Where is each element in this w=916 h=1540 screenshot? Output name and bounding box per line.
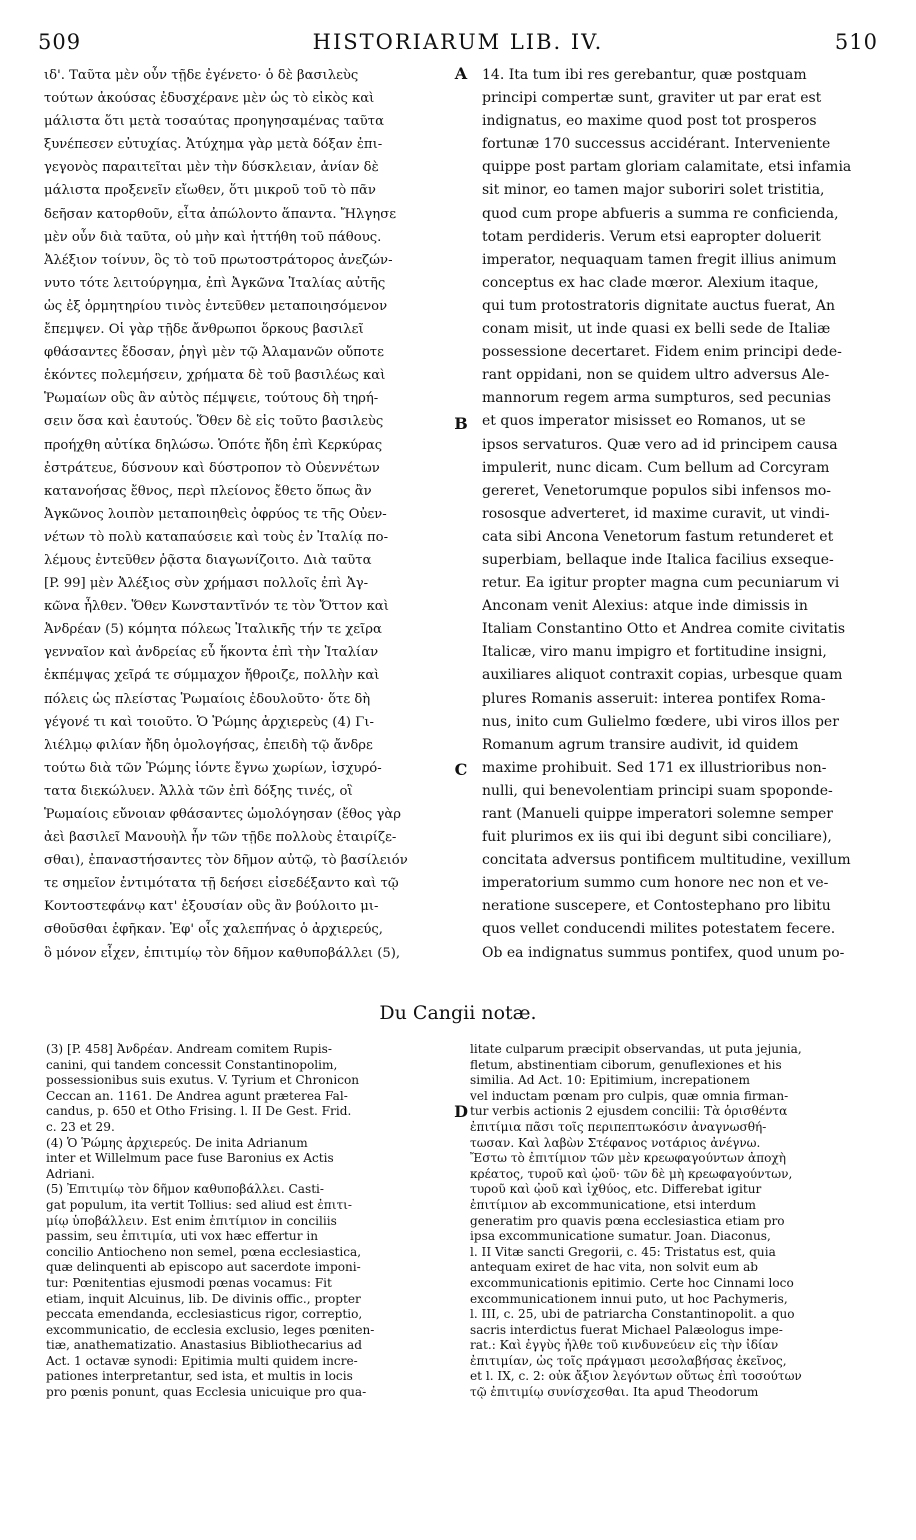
latin-text-line: conam misit, ut inde quasi ex belli sede de Italiæ — [482, 321, 831, 338]
greek-text-line: ἐκπέμψας χεῖρά τε σύμμαχον ἤθροιζε, πολλὴν καὶ — [44, 668, 380, 684]
note-line: excommunicationis epitimio. Certe hoc Cinnami loco — [470, 1275, 794, 1290]
greek-text-line: γεγονὸς παραιτεῖται μὲν τὴν δύσκλειαν, ἀνίαν δὲ — [44, 160, 379, 176]
margin-letter-a: A — [454, 64, 468, 83]
note-line: μίῳ ὑποβάλλειν. Est enim ἐπιτίμιον in conciliis — [46, 1213, 337, 1228]
greek-text-line: Κοντοστεφάνῳ κατ' ἐξουσίαν οὓς ἂν βούλοιτο μι- — [44, 899, 379, 915]
note-line: Ceccan an. 1161. De Andrea agunt præterea Fal- — [46, 1088, 348, 1103]
greek-text-line: ἀεὶ βασιλεῖ Μανουὴλ ἦν τῶν τῇδε πολλοὺς ἑταιρίζε- — [44, 830, 397, 846]
latin-text-line: concitata adversus pontificem multitudine, vexillum — [482, 852, 851, 869]
note-line: fletum, abstinentiam ciborum, genuflexiones et his — [470, 1057, 782, 1072]
note-line: τυροῦ καὶ ᾠοῦ καὶ ἰχθύος, etc. Differebat igitur — [470, 1182, 762, 1197]
latin-text-line: fortunæ 170 successus accidérant. Interveniente — [482, 136, 831, 153]
latin-text-line: principi compertæ sunt, graviter ut par erat est — [482, 90, 822, 107]
latin-text-line: superbiam, bellaque inde Italica facilius exseque- — [482, 551, 834, 568]
latin-text-line: impulerit, nunc dicam. Cum bellum ad Corcyram — [482, 459, 830, 476]
greek-text-line: πόλεις ὡς πλείστας Ῥωμαίοις ἐδουλοῦτο· ὅτε δὴ — [44, 691, 371, 707]
latin-text-line: fuit plurimos ex iis qui ibi degunt sibi conciliare), — [482, 829, 832, 846]
greek-text-line: Ῥωμαίοις εὔνοιαν φθάσαντες ὡμολόγησαν (ἔθος γὰρ — [44, 807, 401, 822]
note-line: generatim pro quavis pœna ecclesiastica etiam pro — [470, 1213, 785, 1228]
page-number-right: 510 — [834, 30, 878, 54]
margin-letter-d: D — [454, 1102, 468, 1121]
greek-text-line: Ἀγκῶνος λοιπὸν μεταποιηθεὶς ὀφρύος τε τῆς Οὐεν- — [44, 506, 387, 522]
notes-left-column — [46, 1042, 450, 1510]
running-header — [38, 30, 878, 58]
note-line: tur verbis actionis 2 ejusdem concilii: Τὰ ὁρισθέντα — [470, 1104, 788, 1119]
greek-text-line: κατανοήσας ἔθνος, περὶ πλείονος ἔθετο ὅπως ἂν — [44, 483, 372, 499]
note-line: passim, seu ἐπιτιμία, uti vox hæc effertur in — [46, 1229, 318, 1244]
latin-text-line: conceptus ex hac clade mœror. Alexium itaque, — [482, 274, 819, 291]
note-line: κρέατος, τυροῦ καὶ ᾠοῦ· τῶν δὲ μὴ κρεωφαγούντων, — [470, 1166, 793, 1181]
greek-text-line: σειν ὅσα καὶ ἑαυτούς. Ὅθεν δὲ εἰς τοῦτο βασιλεὺς — [44, 414, 384, 430]
latin-text-line: totam perdideris. Verum etsi eapropter doluerit — [482, 228, 821, 245]
note-line: sacris interdictus fuerat Michael Palæologus impe- — [470, 1322, 783, 1337]
note-line: etiam, inquit Alcuinus, lib. De divinis offic., propter — [46, 1291, 361, 1306]
note-line: candus, p. 650 et Otho Frising. l. II De Gest. Frid. — [46, 1104, 352, 1119]
latin-text-line: possessione decertaret. Fidem enim principi dede- — [482, 344, 842, 361]
note-line: antequam exiret de hac vita, non solvit eum ab — [470, 1260, 759, 1275]
greek-text-line: νυτο τότε λειτούργημα, ἐπὶ Ἀγκῶνα Ἰταλίας αὐτῆς — [44, 275, 386, 291]
note-line: Act. 1 octavæ synodi: Epitimia multi quidem incre- — [46, 1353, 358, 1368]
note-line: excommunicationem innui puto, ut hoc Pachymeris, — [470, 1291, 788, 1306]
greek-text-line: τατα διεκώλυεν. Ἀλλὰ τῶν ἐπὶ δόξης τινές, οἳ — [44, 783, 353, 799]
greek-text-line: κῶνα ἦλθεν. Ὅθεν Κωνσταντῖνόν τε τὸν Ὄττον καὶ — [44, 599, 389, 615]
greek-text-column — [44, 64, 462, 984]
note-line: l. III, c. 25, ubi de patriarcha Constantinopolit. a quo — [470, 1307, 795, 1322]
running-title: HISTORIARUM LIB. IV. — [312, 30, 604, 54]
latin-text-line: et quos imperator misisset eo Romanos, ut se — [482, 413, 806, 430]
greek-text-line: φθάσαντες ἔδοσαν, ῥηγὶ μὲν τῷ Ἀλαμανῶν οὔποτε — [44, 345, 384, 361]
note-line: possessionibus suis exutus. V. Tyrium et Chronicon — [46, 1073, 360, 1088]
greek-text-line: νέτων τὸ πολὺ καταπαύσειε καὶ τοὺς ἐν Ἰταλίᾳ πο- — [44, 529, 389, 545]
latin-text-line: 14. Ita tum ibi res gerebantur, quæ postquam — [482, 67, 807, 83]
latin-text-line: Anconam venit Alexius: atque inde dimissis in — [482, 598, 808, 615]
latin-text-line: rant (Manueli quippe imperatori solemne semper — [482, 806, 833, 822]
note-line: quæ delinquenti ab episcopo aut sacerdote imponi- — [46, 1260, 361, 1275]
latin-text-line: ipsos servaturos. Quæ vero ad id principem causa — [482, 436, 838, 453]
latin-text-line: indignatus, eo maxime quod post tot prosperos — [482, 113, 817, 130]
margin-letter-b: B — [454, 414, 468, 433]
latin-text-line: rant oppidani, non se quidem ultro adversus Ale- — [482, 367, 830, 384]
latin-text-line: imperatorium summo cum honore nec non et ve- — [482, 875, 829, 892]
latin-text-line: neratione suscepere, et Contostephano pro libitu — [482, 898, 831, 915]
greek-text-line: προήχθη αὐτίκα δηλώσω. Ὁπότε ἤδη ἐπὶ Κερκύρας — [44, 437, 383, 453]
greek-text-line: λιέλμῳ φιλίαν ἤδη ὁμολογήσας, ἐπειδὴ τῷ ἄνδρε — [44, 737, 373, 753]
note-line: gat populum, ita vertit Tollius: sed aliud est ἐπιτι- — [46, 1197, 352, 1212]
latin-text-line: quos vellet conducendi milites potestatem fecere. — [482, 921, 836, 938]
latin-text-line: retur. Ea igitur propter magna cum pecuniarum vi — [482, 575, 840, 592]
greek-text-line: ἔπεμψεν. Οἱ γὰρ τῇδε ἄνθρωποι ὅρκους βασιλεῖ — [44, 322, 364, 338]
latin-text-line: auxiliares aliquot contraxit copias, urbesque quam — [482, 667, 843, 684]
latin-text-line: plures Romanis asseruit: interea pontifex Roma- — [482, 690, 826, 707]
note-line: l. II Vitæ sancti Gregorii, c. 45: Tristatus est, quia — [470, 1244, 776, 1259]
note-line: c. 23 et 29. — [46, 1119, 115, 1134]
note-line: inter et Willelmum pace fuse Baronius ex Actis — [46, 1151, 334, 1166]
note-line: litate culparum præcipit observandas, ut puta jejunia, — [470, 1042, 802, 1056]
greek-text-line: ὃ μόνον εἶχεν, ἐπιτιμίῳ τὸν δῆμον καθυποβάλλει (5), — [44, 945, 401, 961]
latin-text-line: quippe post partam gloriam calamitate, etsi infamia — [482, 159, 852, 176]
latin-text-line: quod cum prope abfueris a summa re conficienda, — [482, 205, 839, 222]
greek-text-line: τε σημεῖον ἐντιμότατα τῇ δεήσει εἰσεδέξαντο καὶ τῷ — [44, 876, 399, 892]
latin-text-line: nulli, qui benevolentiam principi suam spoponde- — [482, 782, 833, 799]
page-number-left: 509 — [38, 30, 82, 54]
latin-text-line: maxime prohibuit. Sed 171 ex illustrioribus non- — [482, 759, 827, 776]
note-line: τῷ ἐπιτιμίῳ συνίσχεσθαι. Ita apud Theodorum — [470, 1385, 759, 1400]
greek-text-line: [P. 99] μὲν Ἀλέξιος σὺν χρήμασι πολλοῖς ἐπὶ Ἀγ- — [44, 576, 369, 592]
greek-text-line: μὲν οὖν διὰ ταῦτα, οὐ μὴν καὶ ἡττήθη τοῦ πάθους. — [44, 229, 382, 245]
latin-text-column — [482, 64, 882, 984]
latin-text-line: Ob ea indignatus summus pontifex, quod unum po- — [482, 944, 845, 961]
greek-text-line: τούτων ἀκούσας ἐδυσχέρανε μὲν ὡς τὸ εἰκὸς καὶ — [44, 91, 375, 107]
note-line: Adriani. — [46, 1166, 95, 1181]
latin-text-line: imperator, nequaquam tamen fregit illius animum — [482, 251, 837, 268]
latin-text-line: gereret, Venetorumque populos sibi infensos mo- — [482, 482, 832, 499]
note-line: (4) Ὁ Ῥώμης ἀρχιερεύς. De inita Adrianum — [46, 1135, 308, 1150]
note-line: τωσαν. Καὶ λαβὼν Στέφανος νοτάριος ἀνέγνω. — [470, 1135, 761, 1150]
note-line: et l. IX, c. 2: οὐκ ἄξιον λεγόντων οὕτως ἐπὶ τοσούτων — [470, 1369, 802, 1384]
latin-text-line: Italiam Constantino Otto et Andrea comite civitatis — [482, 621, 846, 638]
note-line: Ἔστω τὸ ἐπιτίμιον τῶν μὲν κρεωφαγούντων ἀποχὴ — [470, 1151, 787, 1166]
latin-text-line: Romanum agrum transire audivit, id quidem — [482, 736, 799, 753]
greek-text-line: Ἀνδρέαν (5) κόμητα πόλεως Ἰταλικῆς τήν τε χεῖρα — [44, 622, 382, 638]
note-line: concilio Antiocheno non semel, pœna ecclesiastica, — [46, 1244, 362, 1259]
note-line: tur: Pœnitentias ejusmodi pœnas vocamus: Fit — [46, 1275, 332, 1290]
greek-text-line: σθαι), ἐπαναστήσαντες τὸν δῆμον αὐτῷ, τὸ βασίλειόν — [44, 853, 408, 869]
latin-text-line: Italicæ, viro manu impigro et fortitudine insigni, — [482, 644, 827, 661]
latin-text-line: nus, inito cum Gulielmo fœdere, ubi viros illos per — [482, 713, 839, 730]
greek-text-line: γέγονέ τι καὶ τοιοῦτο. Ὁ Ῥώμης ἀρχιερεὺς (4) Γι- — [44, 714, 374, 730]
greek-text-line: Ῥωμαίων οὓς ἂν αὐτὸς πέμψειε, τούτους δὴ τηρή- — [44, 391, 379, 407]
greek-text-line: μάλιστα προξενεῖν εἴωθεν, ὅτι μικροῦ τοῦ τὸ πᾶν — [44, 183, 376, 199]
latin-text-line: rososque adverteret, id maxime curavit, ut vindi- — [482, 505, 830, 522]
note-line: pro pœnis ponunt, quas Ecclesia unicuique pro qua- — [46, 1385, 367, 1400]
greek-text-line: τούτω διὰ τῶν Ῥώμης ἰόντε ἔγνω χωρίων, ἰσχυρό- — [44, 760, 382, 776]
latin-text-line: cata sibi Ancona Venetorum fastum retunderet et — [482, 528, 834, 545]
greek-text-line: ἐστράτευε, δύσνουν καὶ δύστροπον τὸ Οὐεννέτων — [44, 460, 380, 476]
greek-text-line: ἑκόντες πολεμήσειν, χρήματα δὲ τοῦ βασιλέως καὶ — [44, 368, 386, 384]
greek-text-line: Ἀλέξιον τοίνυν, ὃς τὸ τοῦ πρωτοστράτορος ἀνεζών- — [44, 252, 393, 268]
greek-text-line: ὡς ἐξ ὁρμητηρίου τινὸς ἐντεῦθεν μεταποιησόμενον — [44, 298, 388, 314]
note-line: tiæ, anathematizatio. Anastasius Bibliothecarius ad — [46, 1338, 362, 1353]
margin-letter-c: C — [454, 760, 468, 779]
note-line: rat.: Καὶ ἐγγὺς ἦλθε τοῦ κινδυνεύειν εἰς τὴν ἰδίαν — [470, 1338, 779, 1353]
latin-text-line: qui tum protostratoris dignitate auctus fuerat, An — [482, 297, 836, 314]
greek-text-line: γενναῖον καὶ ἀνδρείας εὖ ἥκοντα ἐπὶ τὴν Ἰταλίαν — [44, 645, 379, 661]
note-line: ἐπιτίμιον ab excommunicatione, etsi interdum — [470, 1197, 756, 1212]
note-line: excommunicatio, de ecclesia exclusio, leges pœniten- — [46, 1322, 375, 1337]
notes-heading: Du Cangii notæ. — [379, 1002, 537, 1024]
note-line: peccata emendanda, ecclesiasticus rigor, correptio, — [46, 1307, 363, 1322]
note-line: vel inductam pœnam pro culpis, quæ omnia firman- — [470, 1088, 789, 1103]
greek-text-line: λέμους ἐντεῦθεν ῥᾷστα διαγωνίζοιτο. Διὰ ταῦτα — [44, 552, 372, 568]
latin-text-line: sit minor, eo tamen major suboriri solet tristitia, — [482, 182, 825, 199]
latin-text-line: mannorum regem arma sumpturos, sed pecunias — [482, 390, 831, 407]
note-line: (3) [P. 458] Ἀνδρέαν. Andream comitem Rupis- — [46, 1042, 332, 1056]
note-line: ipsa excommunicatione sumatur. Joan. Diaconus, — [470, 1229, 771, 1244]
notes-right-column — [470, 1042, 882, 1510]
note-line: pationes interpretantur, sed ista, et multis in locis — [46, 1369, 353, 1384]
note-line: (5) Ἐπιτιμίῳ τὸν δῆμον καθυποβάλλει. Casti- — [46, 1182, 325, 1197]
note-line: ἐπιτίμια πᾶσι τοῖς περιπεπτωκόσιν ἀναγνωσθή- — [470, 1119, 767, 1134]
greek-text-line: ιδ'. Ταῦτα μὲν οὖν τῇδε ἐγένετο· ὁ δὲ βασιλεὺς — [44, 68, 359, 83]
note-line: canini, qui tandem concessit Constantinopolim, — [46, 1057, 338, 1072]
greek-text-line: ξυνέπεσεν εὐτυχίας. Ἀτύχημα γὰρ μετὰ δόξαν ἐπι- — [44, 137, 383, 153]
note-line: ἐπιτιμίαν, ὡς τοῖς πράγμασι μεσολαβήσας ἐκεῖνος, — [470, 1353, 787, 1368]
note-line: similia. Ad Act. 10: Epitimium, increpationem — [470, 1073, 750, 1088]
greek-text-line: σθοῦσθαι ἐφῆκαν. Ἐφ' οἷς χαλεπήνας ὁ ἀρχιερεύς, — [44, 922, 383, 938]
greek-text-line: μάλιστα ὅτι μετὰ τοσαύτας προηγησαμένας ταῦτα — [44, 114, 385, 130]
greek-text-line: δεῆσαν κατορθοῦν, εἶτα ἀπώλοντο ἅπαντα. Ἤλγησε — [44, 206, 397, 222]
